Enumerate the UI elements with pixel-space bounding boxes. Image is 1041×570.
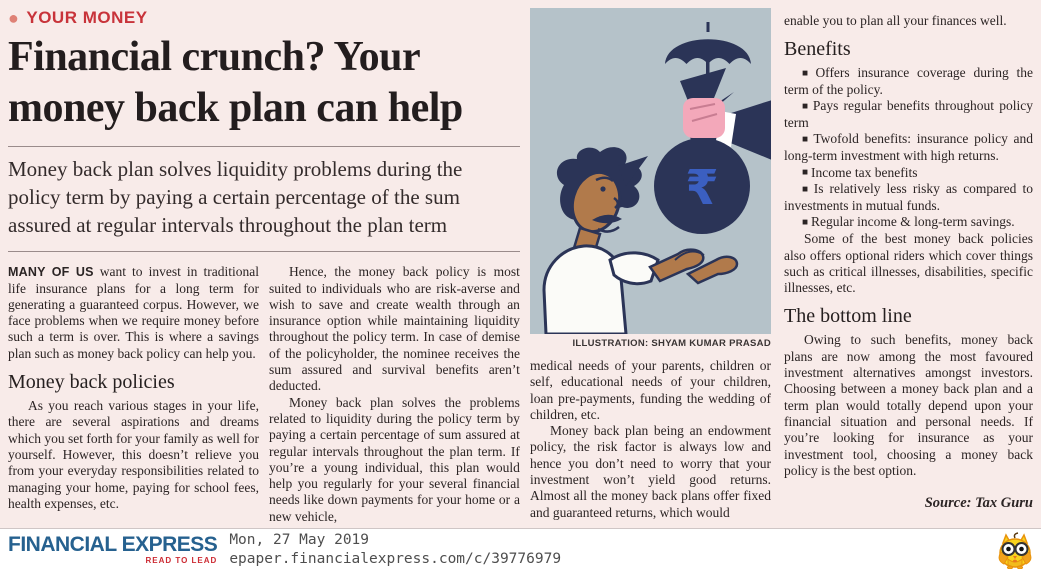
kicker	[8, 8, 520, 28]
body-column-3	[530, 0, 771, 528]
paragraph: Some of the best money back policies also offers optional riders which cover things such as critical illnesses, disabilities, specific illnesses, etc.	[783, 231, 1033, 296]
benefit-item: ■ Is relatively less risky as compared to investments in mutual funds.	[783, 181, 1033, 214]
bullet-square-icon: ■	[801, 67, 813, 79]
source-line: Source: Tax Guru	[924, 495, 1033, 512]
footer-date: Mon, 27 May 2019	[229, 531, 370, 548]
headline-and-columns-zone	[8, 0, 520, 528]
footer-url[interactable]: epaper.financialexpress.com/c/39776979	[229, 550, 562, 567]
paragraph: medical needs of your parents, children or self, educational needs of your children, loan pre-payments, funding the wedding of children, etc.	[529, 358, 771, 422]
headline: Financial crunch? Your money back plan can help	[8, 34, 463, 132]
paragraph: As you reach various stages in your life, there are several aspirations and dreams which you set forth for your family as well for yourself. However, this doesn’t relieve you from your everyday responsibilities related to managing your home, paying for school fees, health expenses, etc.	[8, 398, 259, 511]
paragraph: enable you to plan all your finances well.	[783, 13, 1007, 28]
section-heading-benefits: Benefits	[783, 38, 851, 61]
financial-express-logo	[8, 534, 217, 565]
svg-text:₹: ₹	[685, 160, 719, 216]
standfirst: Money back plan solves liquidity problems during the policy term by paying a certain percentage of the sum assured at regular intervals throughout the plan term	[8, 146, 520, 252]
body-column-4	[784, 0, 1033, 528]
owl-mascot-icon	[995, 531, 1035, 569]
paragraph-lead: MANY OF US want to invest in traditional life insurance plans for a long term for generating a guaranteed corpus. However, we face problems when we require money before such a term is over. This is where a savings plan such as money back policy can help you.	[8, 264, 259, 361]
logo-wordmark: FINANCIAL EXPRESS	[8, 533, 218, 556]
kicker-label: YOUR MONEY	[26, 8, 148, 27]
paragraph: Money back plan being an endowment policy, the risk factor is always low and hence you don’t need to worry that your investment won’t yield good returns. Almost all the money back plans offer fixed and guaranteed returns, which would	[529, 423, 771, 520]
body-column-1	[8, 264, 259, 525]
lead-caps: MANY OF US	[8, 265, 94, 280]
benefit-item: ■ Regular income & long-term savings.	[801, 214, 1015, 230]
benefit-item: ■ Offers insurance coverage during the term of the policy.	[783, 65, 1033, 98]
kicker-dot-icon: ●	[8, 8, 20, 28]
paragraph: Owing to such benefits, money back plans are now among the most favoured investment alternatives amongst investors. Choosing between a money back plan and a term plan would totally depend upon your financial situation and personal needs. If you’re looking for insurance as your investment tool, choosing a money back policy is the best option.	[783, 332, 1033, 478]
paragraph: Money back plan solves the problems related to liquidity during the policy term by paying a certain percentage of sum assured at regular intervals throughout the plan term. If you’re a young individual, this plan would help you regularly for your several financial needs like down payments for your home or a new vehicle,	[268, 394, 520, 524]
bullet-square-icon: ■	[801, 100, 810, 112]
benefit-item: ■ Income tax benefits	[801, 164, 918, 180]
paragraph: Hence, the money back policy is most suited to individuals who are risk-averse and wish to save and create wealth through an insurance option while maintaining liquidity throughout the policy term. In case of demise of the policyholder, the nominee receives the sum assured and survival benefits aren’t deducted.	[268, 264, 520, 394]
section-heading-bottom-line: The bottom line	[783, 305, 912, 328]
footer-stamp	[229, 531, 561, 569]
body-column-2	[269, 264, 520, 525]
section-heading-money-back-policies: Money back policies	[8, 371, 175, 394]
epaper-footer	[0, 528, 1041, 570]
body-columns	[8, 264, 520, 525]
logo-tagline: READ TO LEAD	[145, 556, 218, 565]
illustration-image	[530, 8, 771, 334]
bullet-square-icon: ■	[801, 183, 811, 195]
bullet-square-icon: ■	[801, 167, 809, 179]
bullet-square-icon: ■	[801, 133, 811, 145]
benefit-item: ■ Pays regular benefits throughout policy term	[783, 98, 1033, 131]
illustration-credit: ILLUSTRATION: SHYAM KUMAR PRASAD	[572, 338, 771, 349]
bullet-square-icon: ■	[801, 216, 809, 228]
benefit-item: ■ Twofold benefits: insurance policy and long-term investment with high returns.	[783, 131, 1033, 164]
